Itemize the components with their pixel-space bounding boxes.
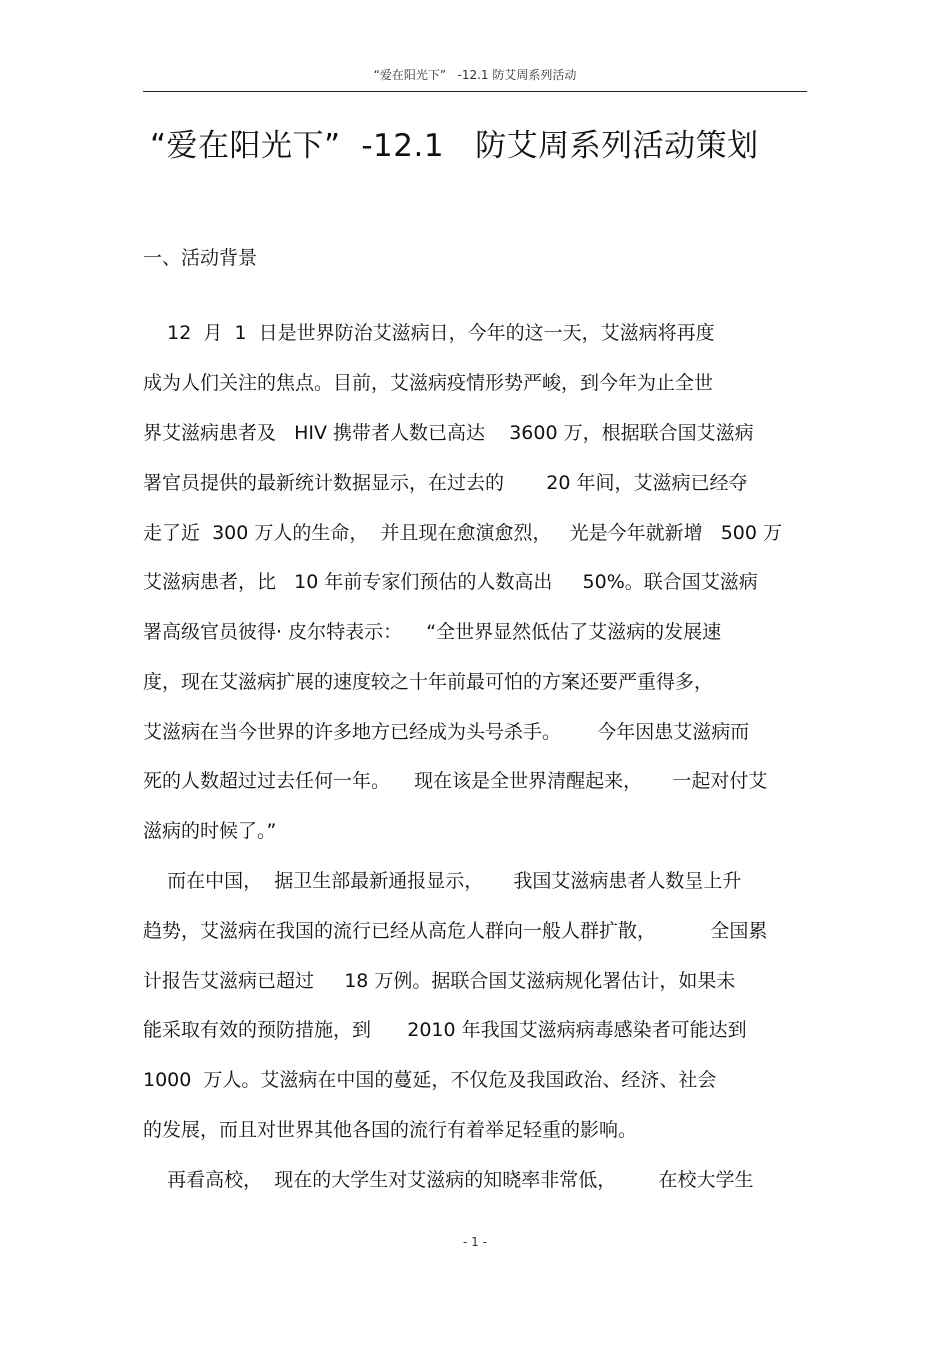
body-line: 署官员提供的最新统计数据显示，在过去的 20 年间，艾滋病已经夺 (143, 472, 748, 494)
body-line: 计报告艾滋病已超过 18 万例。据联合国艾滋病规化署估计，如果未 (143, 970, 736, 992)
section-heading: 一、活动背景 (143, 247, 258, 269)
body-line: 度，现在艾滋病扩展的速度较之十年前最可怕的方案还要严重得多， (143, 671, 714, 693)
body-line: 艾滋病患者，比 10 年前专家们预估的人数高出 50%。联合国艾滋病 (143, 571, 758, 593)
body-line: 死的人数超过过去任何一年。 现在该是全世界清醒起来， 一起对付艾 (143, 770, 768, 792)
body-line: 界艾滋病患者及 HIV 携带者人数已高达 3600 万，根据联合国艾滋病 (143, 422, 754, 444)
body-line: 署高级官员彼得· 皮尔特表示： “全世界显然低估了艾滋病的发展速 (143, 621, 722, 643)
page-number: - 1 - (463, 1235, 487, 1249)
body-line: 再看高校， 现在的大学生对艾滋病的知晓率非常低， 在校大学生 (143, 1169, 754, 1191)
body-line: 的发展，而且对世界其他各国的流行有着举足轻重的影响。 (143, 1119, 638, 1141)
body-line: 趋势，艾滋病在我国的流行已经从高危人群向一般人群扩散， 全国累 (143, 920, 768, 942)
body-line: 滋病的时候了。” (143, 820, 277, 842)
document-title: “爱在阳光下” -12.1 防艾周系列活动策划 (150, 128, 759, 164)
body-line: 能采取有效的预防措施，到 2010 年我国艾滋病病毒感染者可能达到 (143, 1019, 747, 1041)
body-line: 12 月 1 日是世界防治艾滋病日，今年的这一天，艾滋病将再度 (143, 322, 715, 344)
body-line: 艾滋病在当今世界的许多地方已经成为头号杀手。 今年因患艾滋病而 (143, 721, 750, 743)
body-line: 而在中国， 据卫生部最新通报显示， 我国艾滋病患者人数呈上升 (143, 870, 742, 892)
body-line: 走了近 300 万人的生命， 并且现在愈演愈烈， 光是今年就新增 500 万 (143, 522, 783, 544)
body-line: 成为人们关注的焦点。目前，艾滋病疫情形势严峻，到今年为止全世 (143, 372, 714, 394)
header-rule (143, 91, 807, 92)
body-line: 1000 万人。艾滋病在中国的蔓延，不仅危及我国政治、经济、社会 (143, 1069, 717, 1091)
running-header: “爱在阳光下” -12.1 防艾周系列活动 (373, 68, 577, 82)
